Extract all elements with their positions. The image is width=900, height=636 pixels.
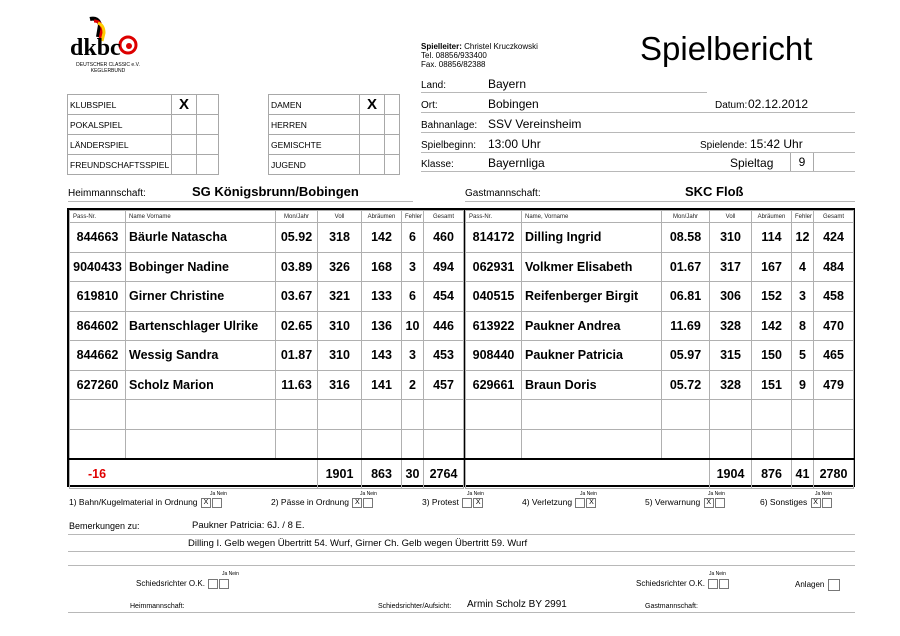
page-title: Spielbericht — [640, 30, 813, 67]
player-name-cell[interactable]: Braun Doris — [522, 370, 662, 400]
mon-jahr-cell[interactable]: 03.89 — [276, 252, 318, 282]
pass-nr-cell[interactable]: 627260 — [70, 370, 126, 400]
ja-nein-header: Ja Nein — [467, 491, 484, 497]
fehler-cell[interactable]: 3 — [402, 341, 424, 371]
home-header-row — [70, 211, 464, 223]
home-total-gesamt: 2764 — [424, 459, 464, 489]
bemerkung-line-1[interactable]: Paukner Patricia: 6J. / 8 E. — [192, 520, 305, 531]
anlagen-label: Anlagen — [795, 580, 825, 590]
guest-player-row — [466, 341, 854, 371]
spielleiter-tel: Tel. 08856/933400 — [421, 51, 487, 60]
abraeumen-cell[interactable] — [752, 429, 792, 459]
game-type-row — [68, 135, 219, 155]
bemerkung-line-2[interactable]: Dilling I. Gelb wegen Übertritt 54. Wurf, Girner Ch. Gelb wegen Übertritt 59. Wurf — [188, 538, 528, 549]
spielleiter-block — [421, 42, 538, 69]
ja-nein-header: Ja Nein — [360, 491, 377, 497]
player-name-cell[interactable] — [126, 429, 276, 459]
klasse-value[interactable]: Bayernliga — [488, 156, 545, 170]
guest-total-empty — [466, 459, 710, 489]
fehler-cell[interactable]: 9 — [792, 370, 814, 400]
question-label: 6) Sonstiges — [760, 497, 808, 507]
pass-nr-cell[interactable]: 844663 — [70, 223, 126, 253]
player-name-cell[interactable]: Volkmer Elisabeth — [522, 252, 662, 282]
heim-name[interactable]: SG Königsbrunn/Bobingen — [192, 184, 359, 199]
player-name-cell[interactable]: Paukner Andrea — [522, 311, 662, 341]
spieltag-value[interactable]: 9 — [790, 153, 814, 171]
fehler-cell[interactable]: 3 — [792, 282, 814, 312]
abraeumen-cell[interactable]: 133 — [362, 282, 402, 312]
nein-checkbox[interactable] — [219, 579, 229, 589]
nein-checkbox[interactable] — [715, 498, 725, 508]
header-abraeumen: Abräumen — [752, 211, 792, 223]
gesamt-cell[interactable]: 424 — [814, 223, 854, 253]
game-type-label: LÄNDERSPIEL — [68, 135, 172, 155]
ja-checkbox[interactable] — [462, 498, 472, 508]
anlagen-checkbox[interactable] — [828, 579, 840, 591]
mon-jahr-cell[interactable] — [276, 400, 318, 430]
game-type-extra — [196, 95, 218, 115]
gesamt-cell[interactable]: 460 — [424, 223, 464, 253]
guest-team-table — [465, 210, 853, 485]
pass-nr-cell[interactable] — [70, 429, 126, 459]
voll-cell[interactable]: 328 — [710, 311, 752, 341]
klasse-label: Klasse: — [421, 159, 454, 170]
category-mark[interactable] — [360, 135, 385, 155]
guest-player-row — [466, 282, 854, 312]
abraeumen-cell[interactable] — [752, 400, 792, 430]
fehler-cell[interactable] — [402, 429, 424, 459]
category-row — [269, 95, 400, 115]
category-row — [269, 155, 400, 175]
abraeumen-cell[interactable]: 152 — [752, 282, 792, 312]
home-player-row — [70, 311, 464, 341]
bemerkungen-label: Bemerkungen zu: — [69, 521, 140, 531]
mon-jahr-cell[interactable] — [662, 429, 710, 459]
voll-cell[interactable] — [710, 429, 752, 459]
game-type-extra — [196, 155, 218, 175]
category-row — [269, 115, 400, 135]
guest-total-voll: 1904 — [710, 459, 752, 489]
category-row — [269, 135, 400, 155]
spielende-label: Spielende: — [700, 140, 748, 151]
logo-org-line2: KEGLERBUND — [90, 68, 126, 74]
game-type-row — [68, 95, 219, 115]
category-label: JUGEND — [269, 155, 360, 175]
home-player-row — [70, 400, 464, 430]
category-label: DAMEN — [269, 95, 360, 115]
game-type-mark[interactable]: X — [172, 95, 197, 115]
home-player-row — [70, 429, 464, 459]
pass-nr-cell[interactable] — [466, 400, 522, 430]
voll-cell[interactable]: 315 — [710, 341, 752, 371]
gesamt-cell[interactable] — [814, 400, 854, 430]
voll-cell[interactable]: 316 — [318, 370, 362, 400]
category-mark[interactable] — [360, 115, 385, 135]
mon-jahr-cell[interactable]: 02.65 — [276, 311, 318, 341]
gesamt-cell[interactable] — [814, 429, 854, 459]
voll-cell[interactable]: 328 — [710, 370, 752, 400]
header-voll: Voll — [710, 211, 752, 223]
fehler-cell[interactable]: 6 — [402, 223, 424, 253]
voll-cell[interactable] — [318, 400, 362, 430]
pass-nr-cell[interactable]: 814172 — [466, 223, 522, 253]
gesamt-cell[interactable]: 484 — [814, 252, 854, 282]
footer-schiri-label: Schiedsrichter/Aufsicht: — [378, 603, 452, 610]
ja-nein-header: Ja Nein — [815, 491, 832, 497]
mon-jahr-cell[interactable]: 05.72 — [662, 370, 710, 400]
fehler-cell[interactable]: 3 — [402, 252, 424, 282]
footer-heim-label: Heimmannschaft: — [130, 603, 185, 610]
abraeumen-cell[interactable]: 168 — [362, 252, 402, 282]
schiri-ok-guest — [636, 579, 729, 589]
guest-player-row — [466, 311, 854, 341]
voll-cell[interactable] — [318, 429, 362, 459]
category-extra — [385, 95, 400, 115]
pass-nr-cell[interactable]: 619810 — [70, 282, 126, 312]
category-extra — [385, 155, 400, 175]
footer-schiri-name[interactable]: Armin Scholz BY 2991 — [467, 599, 567, 610]
home-player-row — [70, 252, 464, 282]
mon-jahr-cell[interactable] — [662, 400, 710, 430]
voll-cell[interactable]: 321 — [318, 282, 362, 312]
fehler-cell[interactable]: 6 — [402, 282, 424, 312]
abraeumen-cell[interactable] — [362, 400, 402, 430]
guest-header-row — [466, 211, 854, 223]
ja-checkbox[interactable]: X — [352, 498, 362, 508]
guest-total-abr: 876 — [752, 459, 792, 489]
gesamt-cell[interactable]: 470 — [814, 311, 854, 341]
game-type-row — [68, 155, 219, 175]
nein-checkbox[interactable]: X — [586, 498, 596, 508]
pass-nr-cell[interactable]: 864602 — [70, 311, 126, 341]
spielleiter-fax: Fax. 08856/82388 — [421, 60, 486, 69]
spielende-value[interactable]: 15:42 Uhr — [750, 137, 803, 151]
header-name: Name Vorname — [126, 211, 276, 223]
pass-nr-cell[interactable]: 908440 — [466, 341, 522, 371]
question-5 — [645, 497, 725, 508]
pass-nr-cell[interactable]: 9040433 — [70, 252, 126, 282]
ja-nein-header: Ja Nein — [708, 491, 725, 497]
guest-total-fehler: 41 — [792, 459, 814, 489]
nein-checkbox[interactable] — [363, 498, 373, 508]
fehler-cell[interactable]: 8 — [792, 311, 814, 341]
home-player-row — [70, 223, 464, 253]
voll-cell[interactable]: 310 — [318, 341, 362, 371]
voll-cell[interactable] — [710, 400, 752, 430]
gesamt-cell[interactable] — [424, 429, 464, 459]
ja-checkbox[interactable]: X — [704, 498, 714, 508]
home-player-row — [70, 370, 464, 400]
home-total-voll: 1901 — [318, 459, 362, 489]
schiri-ok-label: Schiedsrichter O.K. — [136, 579, 205, 589]
player-name-cell[interactable]: Dilling Ingrid — [522, 223, 662, 253]
gesamt-cell[interactable]: 494 — [424, 252, 464, 282]
mon-jahr-cell[interactable]: 01.67 — [662, 252, 710, 282]
ja-checkbox[interactable] — [575, 498, 585, 508]
header-fehler: Fehler — [402, 211, 424, 223]
fehler-cell[interactable]: 4 — [792, 252, 814, 282]
question-label: 1) Bahn/Kugelmaterial in Ordnung — [69, 497, 198, 507]
mon-jahr-cell[interactable] — [276, 429, 318, 459]
category-mark[interactable] — [360, 155, 385, 175]
question-1 — [69, 497, 222, 508]
fehler-cell[interactable] — [402, 400, 424, 430]
game-type-table — [67, 94, 219, 175]
header-mon-jahr: Mon/Jahr — [276, 211, 318, 223]
player-name-cell[interactable]: Bartenschlager Ulrike — [126, 311, 276, 341]
home-total-fehler: 30 — [402, 459, 424, 489]
score-grid — [67, 208, 855, 487]
header-name: Name, Vorname — [522, 211, 662, 223]
pass-nr-cell[interactable]: 844662 — [70, 341, 126, 371]
anlagen — [795, 579, 840, 591]
heim-label: Heimmannschaft: — [68, 188, 146, 199]
game-type-label: POKALSPIEL — [68, 115, 172, 135]
voll-cell[interactable]: 326 — [318, 252, 362, 282]
abraeumen-cell[interactable]: 141 — [362, 370, 402, 400]
datum-label: Datum: — [715, 100, 748, 111]
header-gesamt: Gesamt — [814, 211, 854, 223]
abraeumen-cell[interactable]: 142 — [362, 223, 402, 253]
voll-cell[interactable]: 317 — [710, 252, 752, 282]
header-voll: Voll — [318, 211, 362, 223]
ja-nein-header: Ja Nein — [222, 571, 239, 577]
game-type-extra — [196, 115, 218, 135]
ja-nein-header: Ja Nein — [709, 571, 726, 577]
game-type-mark[interactable] — [172, 115, 197, 135]
schiri-ok-home — [136, 579, 229, 589]
gesamt-cell[interactable]: 446 — [424, 311, 464, 341]
home-total-row — [70, 459, 464, 489]
question-2 — [271, 497, 373, 508]
question-label: 3) Protest — [422, 497, 459, 507]
bahnanlage-label: Bahnanlage: — [421, 120, 478, 131]
pass-nr-cell[interactable] — [70, 400, 126, 430]
bahnanlage-value[interactable]: SSV Vereinsheim — [488, 117, 582, 131]
spielleiter-name: Christel Kruczkowski — [464, 42, 538, 51]
player-name-cell[interactable]: Scholz Marion — [126, 370, 276, 400]
fehler-cell[interactable] — [792, 400, 814, 430]
player-name-cell[interactable] — [126, 400, 276, 430]
schiri-ok-label: Schiedsrichter O.K. — [636, 579, 705, 589]
question-label: 2) Pässe in Ordnung — [271, 497, 349, 507]
abraeumen-cell[interactable]: 167 — [752, 252, 792, 282]
gast-name[interactable]: SKC Floß — [685, 184, 744, 199]
nein-checkbox[interactable]: X — [473, 498, 483, 508]
category-mark[interactable]: X — [360, 95, 385, 115]
ja-nein-header: Ja Nein — [210, 491, 227, 497]
spielleiter-label: Spielleiter: — [421, 42, 462, 51]
guest-total-gesamt: 2780 — [814, 459, 854, 489]
gesamt-cell[interactable]: 457 — [424, 370, 464, 400]
mon-jahr-cell[interactable]: 01.87 — [276, 341, 318, 371]
fehler-cell[interactable] — [792, 429, 814, 459]
guest-player-row — [466, 429, 854, 459]
home-player-row — [70, 341, 464, 371]
abraeumen-cell[interactable] — [362, 429, 402, 459]
fehler-cell[interactable]: 5 — [792, 341, 814, 371]
game-type-label: KLUBSPIEL — [68, 95, 172, 115]
nein-checkbox[interactable] — [212, 498, 222, 508]
game-type-mark[interactable] — [172, 155, 197, 175]
guest-player-row — [466, 370, 854, 400]
player-name-cell[interactable]: Reifenberger Birgit — [522, 282, 662, 312]
voll-cell[interactable]: 306 — [710, 282, 752, 312]
question-label: 4) Verletzung — [522, 497, 573, 507]
mon-jahr-cell[interactable]: 03.67 — [276, 282, 318, 312]
question-4 — [522, 497, 596, 508]
spielbeginn-label: Spielbeginn: — [421, 140, 477, 151]
category-table — [268, 94, 400, 175]
spielbeginn-value[interactable]: 13:00 Uhr — [488, 137, 541, 151]
abraeumen-cell[interactable]: 150 — [752, 341, 792, 371]
header-pass-nr: Pass-Nr. — [466, 211, 522, 223]
nein-checkbox[interactable] — [822, 498, 832, 508]
guest-player-row — [466, 223, 854, 253]
player-name-cell[interactable] — [522, 400, 662, 430]
gesamt-cell[interactable] — [424, 400, 464, 430]
land-label: Land: — [421, 80, 447, 91]
pass-nr-cell[interactable]: 062931 — [466, 252, 522, 282]
header-pass-nr: Pass-Nr. — [70, 211, 126, 223]
mon-jahr-cell[interactable]: 11.63 — [276, 370, 318, 400]
abraeumen-cell[interactable]: 136 — [362, 311, 402, 341]
datum-value[interactable]: 02.12.2012 — [748, 97, 809, 111]
header-mon-jahr: Mon/Jahr — [662, 211, 710, 223]
game-type-extra — [196, 135, 218, 155]
question-6 — [760, 497, 832, 508]
voll-cell[interactable]: 310 — [710, 223, 752, 253]
category-label: HERREN — [269, 115, 360, 135]
gesamt-cell[interactable]: 479 — [814, 370, 854, 400]
footer-gast-label: Gastmannschaft: — [645, 603, 698, 610]
header-abraeumen: Abräumen — [362, 211, 402, 223]
gesamt-cell[interactable]: 465 — [814, 341, 854, 371]
mon-jahr-cell[interactable]: 11.69 — [662, 311, 710, 341]
question-3 — [422, 497, 483, 508]
abraeumen-cell[interactable]: 142 — [752, 311, 792, 341]
ort-value[interactable]: Bobingen — [488, 97, 539, 111]
fehler-cell[interactable]: 12 — [792, 223, 814, 253]
player-name-cell[interactable]: Bobinger Nadine — [126, 252, 276, 282]
abraeumen-cell[interactable]: 143 — [362, 341, 402, 371]
ja-nein-header: Ja Nein — [580, 491, 597, 497]
land-value[interactable]: Bayern — [488, 77, 527, 91]
pass-nr-cell[interactable]: 629661 — [466, 370, 522, 400]
header-gesamt: Gesamt — [424, 211, 464, 223]
gesamt-cell[interactable]: 453 — [424, 341, 464, 371]
game-type-mark[interactable] — [172, 135, 197, 155]
abraeumen-cell[interactable]: 114 — [752, 223, 792, 253]
category-extra — [385, 135, 400, 155]
pass-nr-cell[interactable]: 040515 — [466, 282, 522, 312]
ort-label: Ort: — [421, 100, 438, 111]
guest-player-row — [466, 252, 854, 282]
ja-checkbox[interactable]: X — [811, 498, 821, 508]
game-type-label: FREUNDSCHAFTSSPIEL — [68, 155, 172, 175]
fehler-cell[interactable]: 10 — [402, 311, 424, 341]
abraeumen-cell[interactable]: 151 — [752, 370, 792, 400]
home-player-row — [70, 282, 464, 312]
pass-nr-cell[interactable] — [466, 429, 522, 459]
home-total-abr: 863 — [362, 459, 402, 489]
voll-cell[interactable]: 318 — [318, 223, 362, 253]
home-total-diff: -16 — [70, 459, 318, 489]
category-extra — [385, 115, 400, 135]
mon-jahr-cell[interactable]: 06.81 — [662, 282, 710, 312]
player-name-cell[interactable]: Paukner Patricia — [522, 341, 662, 371]
question-label: 5) Verwarnung — [645, 497, 701, 507]
voll-cell[interactable]: 310 — [318, 311, 362, 341]
player-name-cell[interactable] — [522, 429, 662, 459]
player-name-cell[interactable]: Bäurle Natascha — [126, 223, 276, 253]
mon-jahr-cell[interactable]: 05.97 — [662, 341, 710, 371]
ja-checkbox[interactable]: X — [201, 498, 211, 508]
guest-player-row — [466, 400, 854, 430]
category-label: GEMISCHTE — [269, 135, 360, 155]
ja-checkbox[interactable] — [708, 579, 718, 589]
mon-jahr-cell[interactable]: 05.92 — [276, 223, 318, 253]
header-fehler: Fehler — [792, 211, 814, 223]
player-name-cell[interactable]: Girner Christine — [126, 282, 276, 312]
dkbc-logo — [68, 15, 148, 74]
home-team-table — [69, 210, 465, 485]
mon-jahr-cell[interactable]: 08.58 — [662, 223, 710, 253]
gesamt-cell[interactable]: 454 — [424, 282, 464, 312]
guest-total-row — [466, 459, 854, 489]
spieltag-label: Spieltag — [730, 156, 774, 170]
player-name-cell[interactable]: Wessig Sandra — [126, 341, 276, 371]
nein-checkbox[interactable] — [719, 579, 729, 589]
pass-nr-cell[interactable]: 613922 — [466, 311, 522, 341]
fehler-cell[interactable]: 2 — [402, 370, 424, 400]
logo-letters: dkbc — [70, 35, 121, 57]
gesamt-cell[interactable]: 458 — [814, 282, 854, 312]
ja-checkbox[interactable] — [208, 579, 218, 589]
gast-label: Gastmannschaft: — [465, 188, 541, 199]
logo-org-line1: DEUTSCHER CLASSIC e.V. — [76, 62, 140, 68]
dkbc-logo-mark — [68, 15, 148, 57]
game-type-row — [68, 115, 219, 135]
